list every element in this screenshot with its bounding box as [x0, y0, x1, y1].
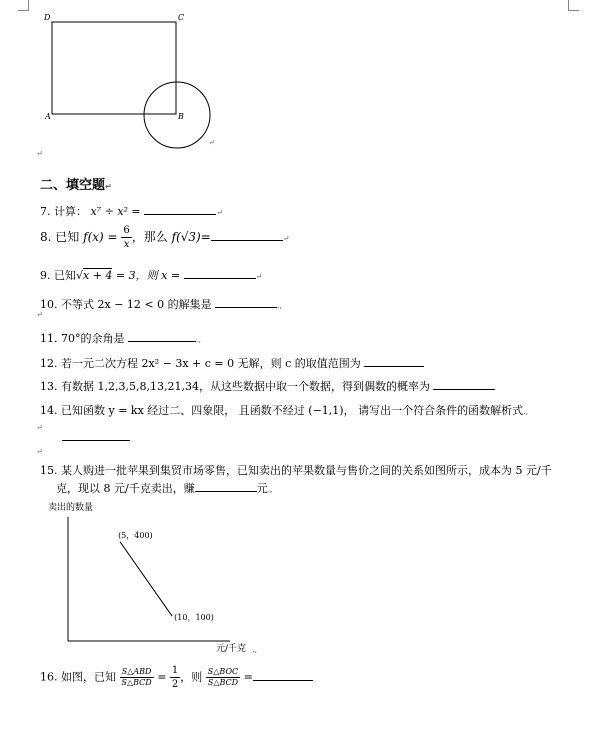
paragraph-mark: ↵	[208, 138, 215, 147]
vertex-a: A	[45, 112, 51, 121]
question-15: 15. 某人购进一批苹果到集贸市场零售，已知卖出的苹果数量与售价之间的关系如图所示，成本为 5 元/千 克，现以 8 元/千克卖出，赚 元.,	[40, 464, 552, 495]
vertex-d: D	[44, 13, 51, 22]
page-corner-mark	[568, 0, 579, 11]
answer-blank-16[interactable]	[253, 680, 313, 681]
vertex-b: B	[178, 112, 184, 121]
question-10: 10. 不等式 2x − 12 < 0 的解集是 .,	[40, 298, 283, 311]
answer-blank-11[interactable]	[128, 341, 196, 342]
question-16: 16. 如图，已知 $\frac{\text{S△ABD}}{\text{S△BCD}}$ = $\frac{1}{2}$ ，则 $\frac{\text{S△BOC}}{\text{S△BCD}}$ =	[40, 664, 313, 691]
answer-blank-7[interactable]	[144, 214, 216, 215]
answer-blank-12[interactable]	[364, 366, 424, 367]
answer-blank-10[interactable]	[215, 307, 277, 308]
chart-xlabel: 元/千克	[216, 644, 247, 654]
section-title: 二、填空题↵	[40, 178, 112, 193]
answer-blank-13[interactable]	[433, 389, 495, 390]
series-line	[120, 542, 172, 616]
vertex-c: C	[178, 13, 185, 22]
answer-blank-15[interactable]	[195, 491, 257, 492]
question-9: 9. 已知√x + 4 = 3，则 x = ↵	[40, 269, 263, 282]
question-11: 11. 70°的余角是 .,	[40, 332, 202, 345]
paragraph-mark: ↵	[36, 423, 43, 432]
paragraph-mark: .,	[252, 645, 258, 654]
price-quantity-chart	[40, 505, 240, 650]
point-label: (5，400)	[118, 530, 153, 540]
answer-blank-14[interactable]	[62, 426, 130, 441]
chart-ylabel: 卖出的数量	[48, 503, 94, 513]
question-13: 13. 有数据 1,2,3,5,8,13,21,34，从这些数据中取一个数据，得到偶数的概率为	[40, 378, 495, 394]
rectangle-abcd	[52, 22, 176, 114]
point-label: (10，100)	[174, 613, 214, 623]
paragraph-mark: ↵	[36, 447, 43, 456]
paragraph-mark: ↵	[36, 149, 43, 158]
geometry-figure	[40, 10, 230, 150]
paragraph-mark: ↵	[36, 310, 43, 319]
question-7: 7. 计算： x⁷ ÷ x² = ↵	[40, 205, 223, 218]
question-8: 8. 已知 f(x) = $\frac{6}{x}$ ，那么 f(√3)= ↵	[40, 225, 290, 250]
page-corner-mark	[18, 0, 29, 11]
question-12: 12. 若一元二次方程 2x² − 3x + c = 0 无解，则 c 的取值范围为	[40, 355, 424, 371]
answer-blank-9[interactable]	[184, 278, 256, 279]
question-14: 14. 已知函数 y = kx 经过二、四象限， 且函数不经过 (−1,1)， 请写出一个符合条件的函数解析式.,	[40, 404, 529, 417]
answer-blank-8[interactable]	[211, 240, 283, 241]
circle-at-b	[144, 82, 210, 148]
